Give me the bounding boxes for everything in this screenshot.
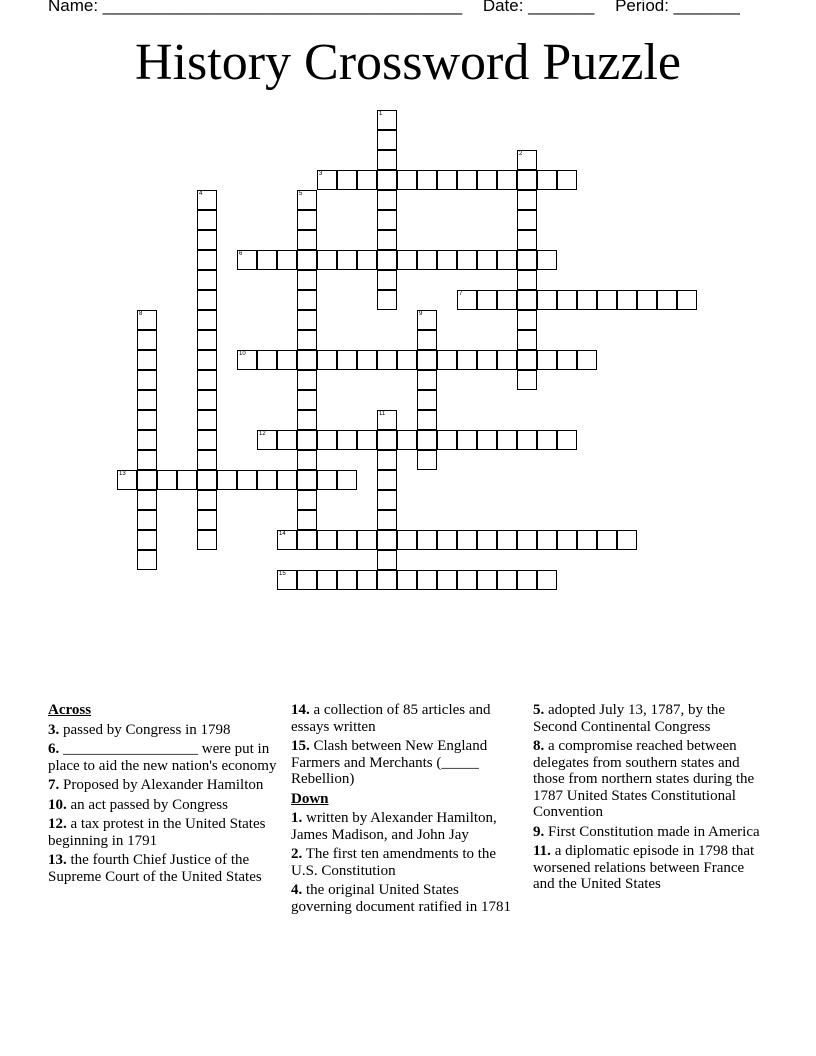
crossword-cell[interactable] <box>437 350 457 370</box>
cell-clue-number: 10 <box>239 351 246 357</box>
crossword-cell[interactable] <box>197 410 217 430</box>
period-field-label[interactable]: Period: _______ <box>615 0 740 15</box>
crossword-cell[interactable] <box>517 570 537 590</box>
crossword-cell[interactable] <box>377 250 397 270</box>
cell-clue-number: 14 <box>279 531 286 537</box>
crossword-cell[interactable] <box>137 530 157 550</box>
clue-across-7: 7. Proposed by Alexander Hamilton <box>48 777 264 793</box>
crossword-cell[interactable] <box>537 530 557 550</box>
crossword-cell[interactable] <box>417 530 437 550</box>
crossword-cell[interactable] <box>517 170 537 190</box>
crossword-cell[interactable] <box>477 570 497 590</box>
crossword-cell[interactable] <box>357 570 377 590</box>
crossword-cell[interactable] <box>417 330 437 350</box>
crossword-cell[interactable] <box>317 430 337 450</box>
crossword-cell[interactable] <box>417 310 437 330</box>
crossword-cell[interactable] <box>297 350 317 370</box>
crossword-cell[interactable] <box>537 350 557 370</box>
crossword-cell[interactable] <box>637 290 657 310</box>
crossword-cell[interactable] <box>357 430 377 450</box>
cell-clue-number: 3 <box>319 171 323 177</box>
clue-across-15: 15. Clash between New England Farmers and Merchants (_____ Rebellion) <box>291 738 488 787</box>
crossword-cell[interactable] <box>237 250 257 270</box>
crossword-cell[interactable] <box>297 190 317 210</box>
crossword-cell[interactable] <box>297 510 317 530</box>
crossword-cell[interactable] <box>377 490 397 510</box>
crossword-cell[interactable] <box>297 230 317 250</box>
crossword-cell[interactable] <box>517 190 537 210</box>
crossword-cell[interactable] <box>337 170 357 190</box>
crossword-cell[interactable] <box>557 170 577 190</box>
crossword-cell[interactable] <box>197 310 217 330</box>
crossword-cell[interactable] <box>557 530 577 550</box>
across-heading: Across <box>48 702 92 718</box>
crossword-cell[interactable] <box>417 250 437 270</box>
crossword-cell[interactable] <box>517 210 537 230</box>
crossword-cell[interactable] <box>517 230 537 250</box>
crossword-cell[interactable] <box>517 330 537 350</box>
crossword-cell[interactable] <box>577 350 597 370</box>
crossword-cell[interactable] <box>537 430 557 450</box>
crossword-cell[interactable] <box>517 370 537 390</box>
cell-clue-number: 15 <box>279 571 286 577</box>
crossword-cell[interactable] <box>357 250 377 270</box>
clue-down-2: 2. The first ten amendments to the U.S. Constitution <box>291 846 497 879</box>
clues-column-3 <box>533 702 768 896</box>
crossword-cell[interactable] <box>297 450 317 470</box>
crossword-cell[interactable] <box>237 470 257 490</box>
crossword-cell[interactable] <box>557 350 577 370</box>
crossword-cell[interactable] <box>297 490 317 510</box>
crossword-cell[interactable] <box>437 170 457 190</box>
crossword-cell[interactable] <box>257 250 277 270</box>
crossword-cell[interactable] <box>617 530 637 550</box>
cell-clue-number: 11 <box>379 411 386 417</box>
crossword-cell[interactable] <box>417 390 437 410</box>
crossword-cell[interactable] <box>317 250 337 270</box>
crossword-cell[interactable] <box>237 350 257 370</box>
crossword-cell[interactable] <box>197 430 217 450</box>
page-title: History Crossword Puzzle <box>135 34 681 91</box>
crossword-cell[interactable] <box>497 250 517 270</box>
crossword-cell[interactable] <box>197 370 217 390</box>
crossword-cell[interactable] <box>337 530 357 550</box>
crossword-cell[interactable] <box>137 550 157 570</box>
crossword-cell[interactable] <box>437 530 457 550</box>
crossword-cell[interactable] <box>257 470 277 490</box>
crossword-cell[interactable] <box>577 530 597 550</box>
cell-clue-number: 9 <box>419 311 423 317</box>
crossword-cell[interactable] <box>137 470 157 490</box>
crossword-cell[interactable] <box>377 110 397 130</box>
crossword-cell[interactable] <box>397 430 417 450</box>
crossword-cell[interactable] <box>657 290 677 310</box>
clue-across-14: 14. a collection of 85 articles and essays written <box>291 702 491 735</box>
crossword-cell[interactable] <box>337 430 357 450</box>
crossword-cell[interactable] <box>157 470 177 490</box>
crossword-cell[interactable] <box>477 170 497 190</box>
crossword-cell[interactable] <box>277 530 297 550</box>
crossword-cell[interactable] <box>377 350 397 370</box>
crossword-cell[interactable] <box>517 310 537 330</box>
cell-clue-number: 2 <box>519 151 523 157</box>
crossword-cell[interactable] <box>297 210 317 230</box>
crossword-cell[interactable] <box>137 490 157 510</box>
crossword-cell[interactable] <box>317 470 337 490</box>
crossword-cell[interactable] <box>597 290 617 310</box>
cell-clue-number: 6 <box>239 251 243 257</box>
crossword-cell[interactable] <box>137 390 157 410</box>
crossword-cell[interactable] <box>377 410 397 430</box>
crossword-cell[interactable] <box>277 570 297 590</box>
crossword-cell[interactable] <box>297 530 317 550</box>
crossword-cell[interactable] <box>557 290 577 310</box>
crossword-cell[interactable] <box>137 330 157 350</box>
crossword-cell[interactable] <box>537 250 557 270</box>
crossword-cell[interactable] <box>517 150 537 170</box>
cell-clue-number: 1 <box>379 111 383 117</box>
crossword-cell[interactable] <box>197 330 217 350</box>
crossword-cell[interactable] <box>297 330 317 350</box>
date-field-label[interactable]: Date: _______ <box>482 0 595 15</box>
crossword-cell[interactable] <box>477 250 497 270</box>
crossword-cell[interactable] <box>317 170 337 190</box>
crossword-cell[interactable] <box>377 530 397 550</box>
crossword-cell[interactable] <box>477 530 497 550</box>
crossword-cell[interactable] <box>297 370 317 390</box>
crossword-cell[interactable] <box>137 370 157 390</box>
crossword-cell[interactable] <box>417 570 437 590</box>
crossword-cell[interactable] <box>537 170 557 190</box>
crossword-cell[interactable] <box>477 350 497 370</box>
crossword-cell[interactable] <box>537 570 557 590</box>
cell-clue-number: 8 <box>139 311 143 317</box>
cell-clue-number: 7 <box>459 291 463 297</box>
crossword-cell[interactable] <box>457 570 477 590</box>
crossword-cell[interactable] <box>377 130 397 150</box>
crossword-cell[interactable] <box>317 530 337 550</box>
name-field-label[interactable]: Name: ______________________________________ <box>48 0 463 15</box>
crossword-cell[interactable] <box>477 290 497 310</box>
crossword-cell[interactable] <box>137 310 157 330</box>
clue-down-9: 9. First Constitution made in America <box>533 823 760 840</box>
crossword-cell[interactable] <box>137 450 157 470</box>
crossword-cell[interactable] <box>297 250 317 270</box>
cell-clue-number: 5 <box>299 191 303 197</box>
cell-clue-number: 4 <box>199 191 203 197</box>
clue-across-10: 10. an act passed by Congress <box>48 796 228 813</box>
crossword-cell[interactable] <box>417 170 437 190</box>
crossword-cell[interactable] <box>297 570 317 590</box>
clue-down-4: 4. the original United States governing document ratified in 1781 <box>291 882 511 915</box>
crossword-cell[interactable] <box>537 290 557 310</box>
clue-down-5: 5. adopted July 13, 1787, by the Second Continental Congress <box>533 702 726 735</box>
crossword-cell[interactable] <box>277 430 297 450</box>
crossword-cell[interactable] <box>517 350 537 370</box>
crossword-cell[interactable] <box>297 310 317 330</box>
crossword-cell[interactable] <box>257 430 277 450</box>
crossword-cell[interactable] <box>377 430 397 450</box>
clues-column-2 <box>291 702 519 918</box>
crossword-cell[interactable] <box>457 290 477 310</box>
crossword-cell[interactable] <box>297 410 317 430</box>
crossword-cell[interactable] <box>197 530 217 550</box>
crossword-cell[interactable] <box>517 290 537 310</box>
crossword-cell[interactable] <box>377 550 397 570</box>
crossword-cell[interactable] <box>377 470 397 490</box>
crossword-cell[interactable] <box>137 510 157 530</box>
crossword-cell[interactable] <box>597 530 617 550</box>
crossword-cell[interactable] <box>397 170 417 190</box>
crossword-cell[interactable] <box>377 230 397 250</box>
clue-across-6: 6. __________________ were put in place to aid the new nation's economy <box>48 741 277 774</box>
crossword-cell[interactable] <box>297 270 317 290</box>
crossword-cell[interactable] <box>377 270 397 290</box>
crossword-cell[interactable] <box>677 290 697 310</box>
crossword-cell[interactable] <box>197 390 217 410</box>
crossword-cell[interactable] <box>377 210 397 230</box>
crossword-cell[interactable] <box>517 530 537 550</box>
crossword-cell[interactable] <box>277 470 297 490</box>
crossword-cell[interactable] <box>437 250 457 270</box>
crossword-cell[interactable] <box>177 470 197 490</box>
crossword-cell[interactable] <box>397 250 417 270</box>
clue-across-3: 3. passed by Congress in 1798 <box>48 721 231 738</box>
crossword-cell[interactable] <box>417 350 437 370</box>
crossword-cell[interactable] <box>457 430 477 450</box>
crossword-cell[interactable] <box>377 570 397 590</box>
crossword-cell[interactable] <box>197 190 217 210</box>
crossword-cell[interactable] <box>337 250 357 270</box>
crossword-cell[interactable] <box>437 430 457 450</box>
crossword-cell[interactable] <box>297 290 317 310</box>
crossword-cell[interactable] <box>197 210 217 230</box>
crossword-cell[interactable] <box>617 290 637 310</box>
crossword-cell[interactable] <box>377 190 397 210</box>
crossword-cell[interactable] <box>497 570 517 590</box>
crossword-cell[interactable] <box>197 350 217 370</box>
crossword-cell[interactable] <box>497 290 517 310</box>
clue-down-8: 8. a compromise reached between delegates from southern states and those from northern states during the 1787 United States Constitutional Convention <box>533 738 755 820</box>
crossword-cell[interactable] <box>457 530 477 550</box>
crossword-cell[interactable] <box>137 350 157 370</box>
crossword-cell[interactable] <box>197 290 217 310</box>
crossword-cell[interactable] <box>377 450 397 470</box>
crossword-cell[interactable] <box>357 170 377 190</box>
crossword-cell[interactable] <box>457 170 477 190</box>
crossword-cell[interactable] <box>497 530 517 550</box>
crossword-cell[interactable] <box>277 350 297 370</box>
cell-clue-number: 12 <box>259 431 266 437</box>
crossword-cell[interactable] <box>377 510 397 530</box>
crossword-cell[interactable] <box>337 570 357 590</box>
crossword-cell[interactable] <box>377 170 397 190</box>
crossword-cell[interactable] <box>397 350 417 370</box>
clue-down-1: 1. written by Alexander Hamilton, James Madison, and John Jay <box>291 810 497 843</box>
crossword-cell[interactable] <box>517 430 537 450</box>
crossword-cell[interactable] <box>137 430 157 450</box>
crossword-cell[interactable] <box>337 350 357 370</box>
crossword-cell[interactable] <box>197 450 217 470</box>
crossword-cell[interactable] <box>197 490 217 510</box>
cell-clue-number: 13 <box>119 471 126 477</box>
crossword-cell[interactable] <box>117 470 137 490</box>
clue-across-13: 13. the fourth Chief Justice of the Supreme Court of the United States <box>48 852 262 885</box>
crossword-cell[interactable] <box>137 410 157 430</box>
crossword-cell[interactable] <box>297 470 317 490</box>
crossword-cell[interactable] <box>297 430 317 450</box>
crossword-cell[interactable] <box>557 430 577 450</box>
crossword-cell[interactable] <box>197 230 217 250</box>
crossword-cell[interactable] <box>417 430 437 450</box>
crossword-cell[interactable] <box>317 570 337 590</box>
crossword-cell[interactable] <box>457 350 477 370</box>
clue-down-11: 11. a diplomatic episode in 1798 that worsened relations between France and the United States <box>533 843 755 892</box>
crossword-cell[interactable] <box>497 170 517 190</box>
crossword-cell[interactable] <box>477 430 497 450</box>
crossword-cell[interactable] <box>397 530 417 550</box>
crossword-cell[interactable] <box>517 250 537 270</box>
crossword-cell[interactable] <box>497 350 517 370</box>
crossword-cell[interactable] <box>197 250 217 270</box>
crossword-cell[interactable] <box>357 530 377 550</box>
crossword-cell[interactable] <box>397 570 417 590</box>
crossword-cell[interactable] <box>437 570 457 590</box>
crossword-cell[interactable] <box>357 350 377 370</box>
crossword-cell[interactable] <box>417 410 437 430</box>
crossword-cell[interactable] <box>577 290 597 310</box>
crossword-cell[interactable] <box>297 390 317 410</box>
crossword-cell[interactable] <box>317 350 337 370</box>
crossword-cell[interactable] <box>417 370 437 390</box>
crossword-cell[interactable] <box>377 150 397 170</box>
crossword-cell[interactable] <box>377 290 397 310</box>
clue-across-12: 12. a tax protest in the United States beginning in 1791 <box>48 816 266 849</box>
crossword-cell[interactable] <box>277 250 297 270</box>
crossword-cell[interactable] <box>457 250 477 270</box>
down-heading: Down <box>291 790 329 807</box>
crossword-cell[interactable] <box>337 470 357 490</box>
crossword-cell[interactable] <box>197 470 217 490</box>
crossword-cell[interactable] <box>517 270 537 290</box>
crossword-cell[interactable] <box>197 510 217 530</box>
crossword-cell[interactable] <box>197 270 217 290</box>
crossword-cell[interactable] <box>217 470 237 490</box>
clues-column-1 <box>48 702 278 888</box>
crossword-cell[interactable] <box>497 430 517 450</box>
crossword-cell[interactable] <box>417 450 437 470</box>
crossword-cell[interactable] <box>257 350 277 370</box>
